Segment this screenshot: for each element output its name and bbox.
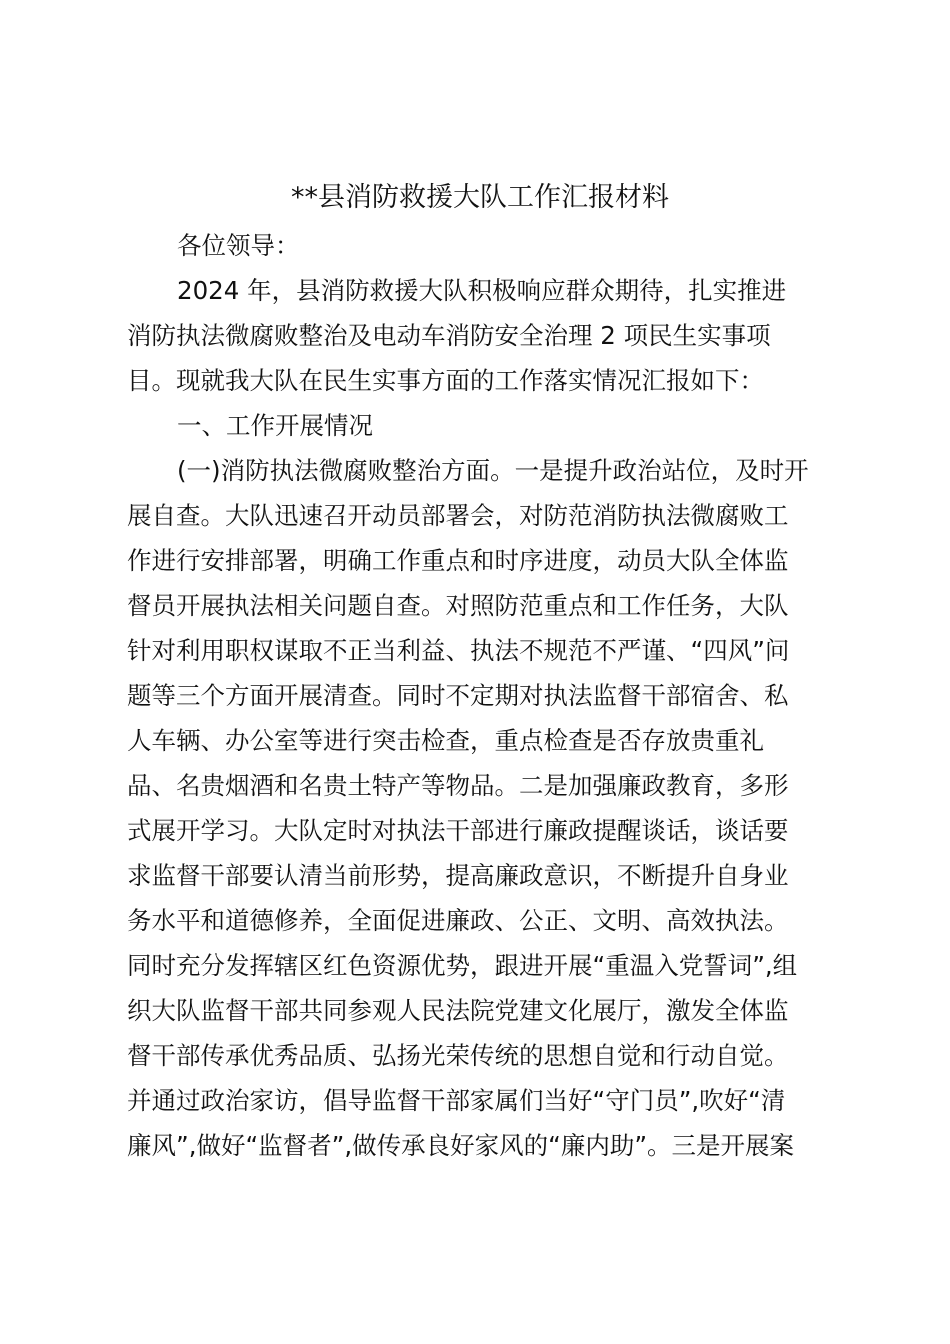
salutation: 各位领导： [177,231,300,260]
section-heading: 一、工作开展情况 [177,411,373,440]
paragraph-line: 展自查。大队迅速召开动员部署会，对防范消防执法微腐败工 [127,501,789,530]
paragraph-line: 式展开学习。大队定时对执法干部进行廉政提醒谈话，谈话要 [127,816,789,845]
paragraph-line: 织大队监督干部共同参观人民法院党建文化展厅，激发全体监 [127,996,789,1025]
paragraph-line: 求监督干部要认清当前形势，提高廉政意识，不断提升自身业 [127,861,789,890]
document-title: **县消防救援大队工作汇报材料 [291,182,669,213]
paragraph-line: 作进行安排部署，明确工作重点和时序进度，动员大队全体监 [127,546,789,575]
paragraph-line: 并通过政治家访，倡导监督干部家属们当好“守门员”,吹好“清 [127,1086,786,1115]
paragraph-line: 人车辆、办公室等进行突击检查，重点检查是否存放贵重礼 [127,726,764,755]
paragraph-line: 督员开展执法相关问题自查。对照防范重点和工作任务，大队 [127,591,789,620]
paragraph-line: 品、名贵烟酒和名贵土特产等物品。二是加强廉政教育，多形 [127,771,789,800]
paragraph-line: 目。现就我大队在民生实事方面的工作落实情况汇报如下： [127,366,764,395]
paragraph-line: 2024 年，县消防救援大队积极响应群众期待，扎实推进 [177,276,787,305]
paragraph-line: 廉风”,做好“监督者”,做传承良好家风的“廉内助”。三是开展案 [127,1131,795,1160]
paragraph-line: 务水平和道德修养，全面促进廉政、公正、文明、高效执法。 [127,906,789,935]
paragraph-line: 同时充分发挥辖区红色资源优势，跟进开展“重温入党誓词”,组 [127,951,798,980]
paragraph-line: 题等三个方面开展清查。同时不定期对执法监督干部宿舍、私 [127,681,789,710]
paragraph-line: 针对利用职权谋取不正当利益、执法不规范不严谨、“四风”问 [127,636,790,665]
paragraph-line: (一)消防执法微腐败整治方面。一是提升政治站位，及时开 [177,456,809,485]
paragraph-line: 消防执法微腐败整治及电动车消防安全治理 2 项民生实事项 [127,321,771,350]
paragraph-line: 督干部传承优秀品质、弘扬光荣传统的思想自觉和行动自觉。 [127,1041,789,1070]
